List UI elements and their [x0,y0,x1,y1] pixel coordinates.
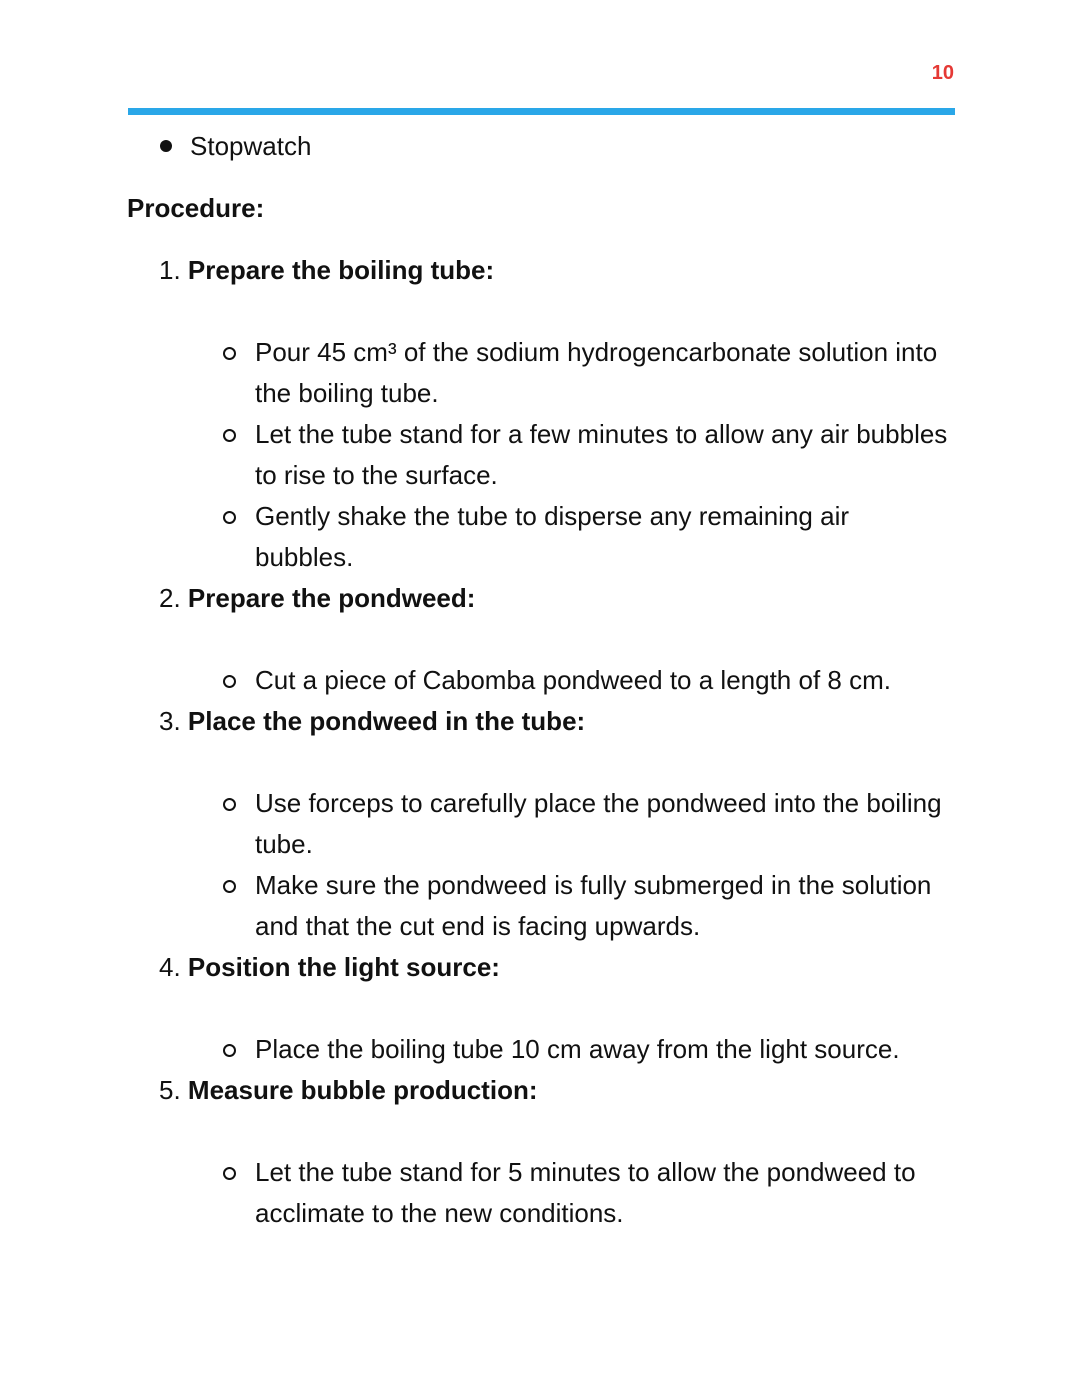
step-5 [159,1072,538,1108]
circle-bullet-icon [223,798,236,811]
bullet-icon [160,140,172,152]
circle-bullet-icon [223,675,236,688]
substep-text: Gently shake the tube to disperse any remaining air bubbles. [255,501,850,572]
substep-3-2 [223,865,963,947]
step-title: Prepare the boiling tube: [187,255,495,285]
step-number: 4. [159,952,181,982]
substep-text: Make sure the pondweed is fully submerged in the solution and that the cut end is facing upwards. [255,870,932,941]
step-title: Place the pondweed in the tube: [187,706,586,736]
materials-item-text: Stopwatch [190,131,312,161]
step-title: Measure bubble production: [187,1075,538,1105]
substep-1-1 [223,332,953,414]
substep-4-1 [223,1029,953,1070]
circle-bullet-icon [223,511,236,524]
substep-text: Place the boiling tube 10 cm away from the light source. [255,1034,900,1064]
step-2 [159,580,475,616]
step-number: 2. [159,583,181,613]
substep-text: Pour 45 cm³ of the sodium hydrogencarbonate solution into the boiling tube. [255,337,938,408]
substep-text: Let the tube stand for 5 minutes to allow the pondweed to acclimate to the new conditions. [255,1157,916,1228]
substep-1-3 [223,496,953,578]
substep-5-1 [223,1152,953,1234]
substep-3-1 [223,783,953,865]
circle-bullet-icon [223,429,236,442]
step-number: 5. [159,1075,181,1105]
substep-text: Cut a piece of Cabomba pondweed to a length of 8 cm. [255,665,891,695]
step-4 [159,949,500,985]
page-number: 10 [931,62,954,84]
substep-1-2 [223,414,953,496]
step-1 [159,252,494,288]
materials-list-item [160,128,311,164]
header-rule [128,108,955,115]
circle-bullet-icon [223,1044,236,1057]
circle-bullet-icon [223,347,236,360]
step-number: 1. [159,255,181,285]
circle-bullet-icon [223,1167,236,1180]
substep-text: Use forceps to carefully place the pondweed into the boiling tube. [255,788,942,859]
step-title: Position the light source: [187,952,500,982]
substep-2-1 [223,660,953,701]
step-3 [159,703,585,739]
step-number: 3. [159,706,181,736]
procedure-heading: Procedure: [127,193,265,223]
circle-bullet-icon [223,880,236,893]
substep-text: Let the tube stand for a few minutes to allow any air bubbles to rise to the surface. [255,419,948,490]
step-title: Prepare the pondweed: [187,583,476,613]
